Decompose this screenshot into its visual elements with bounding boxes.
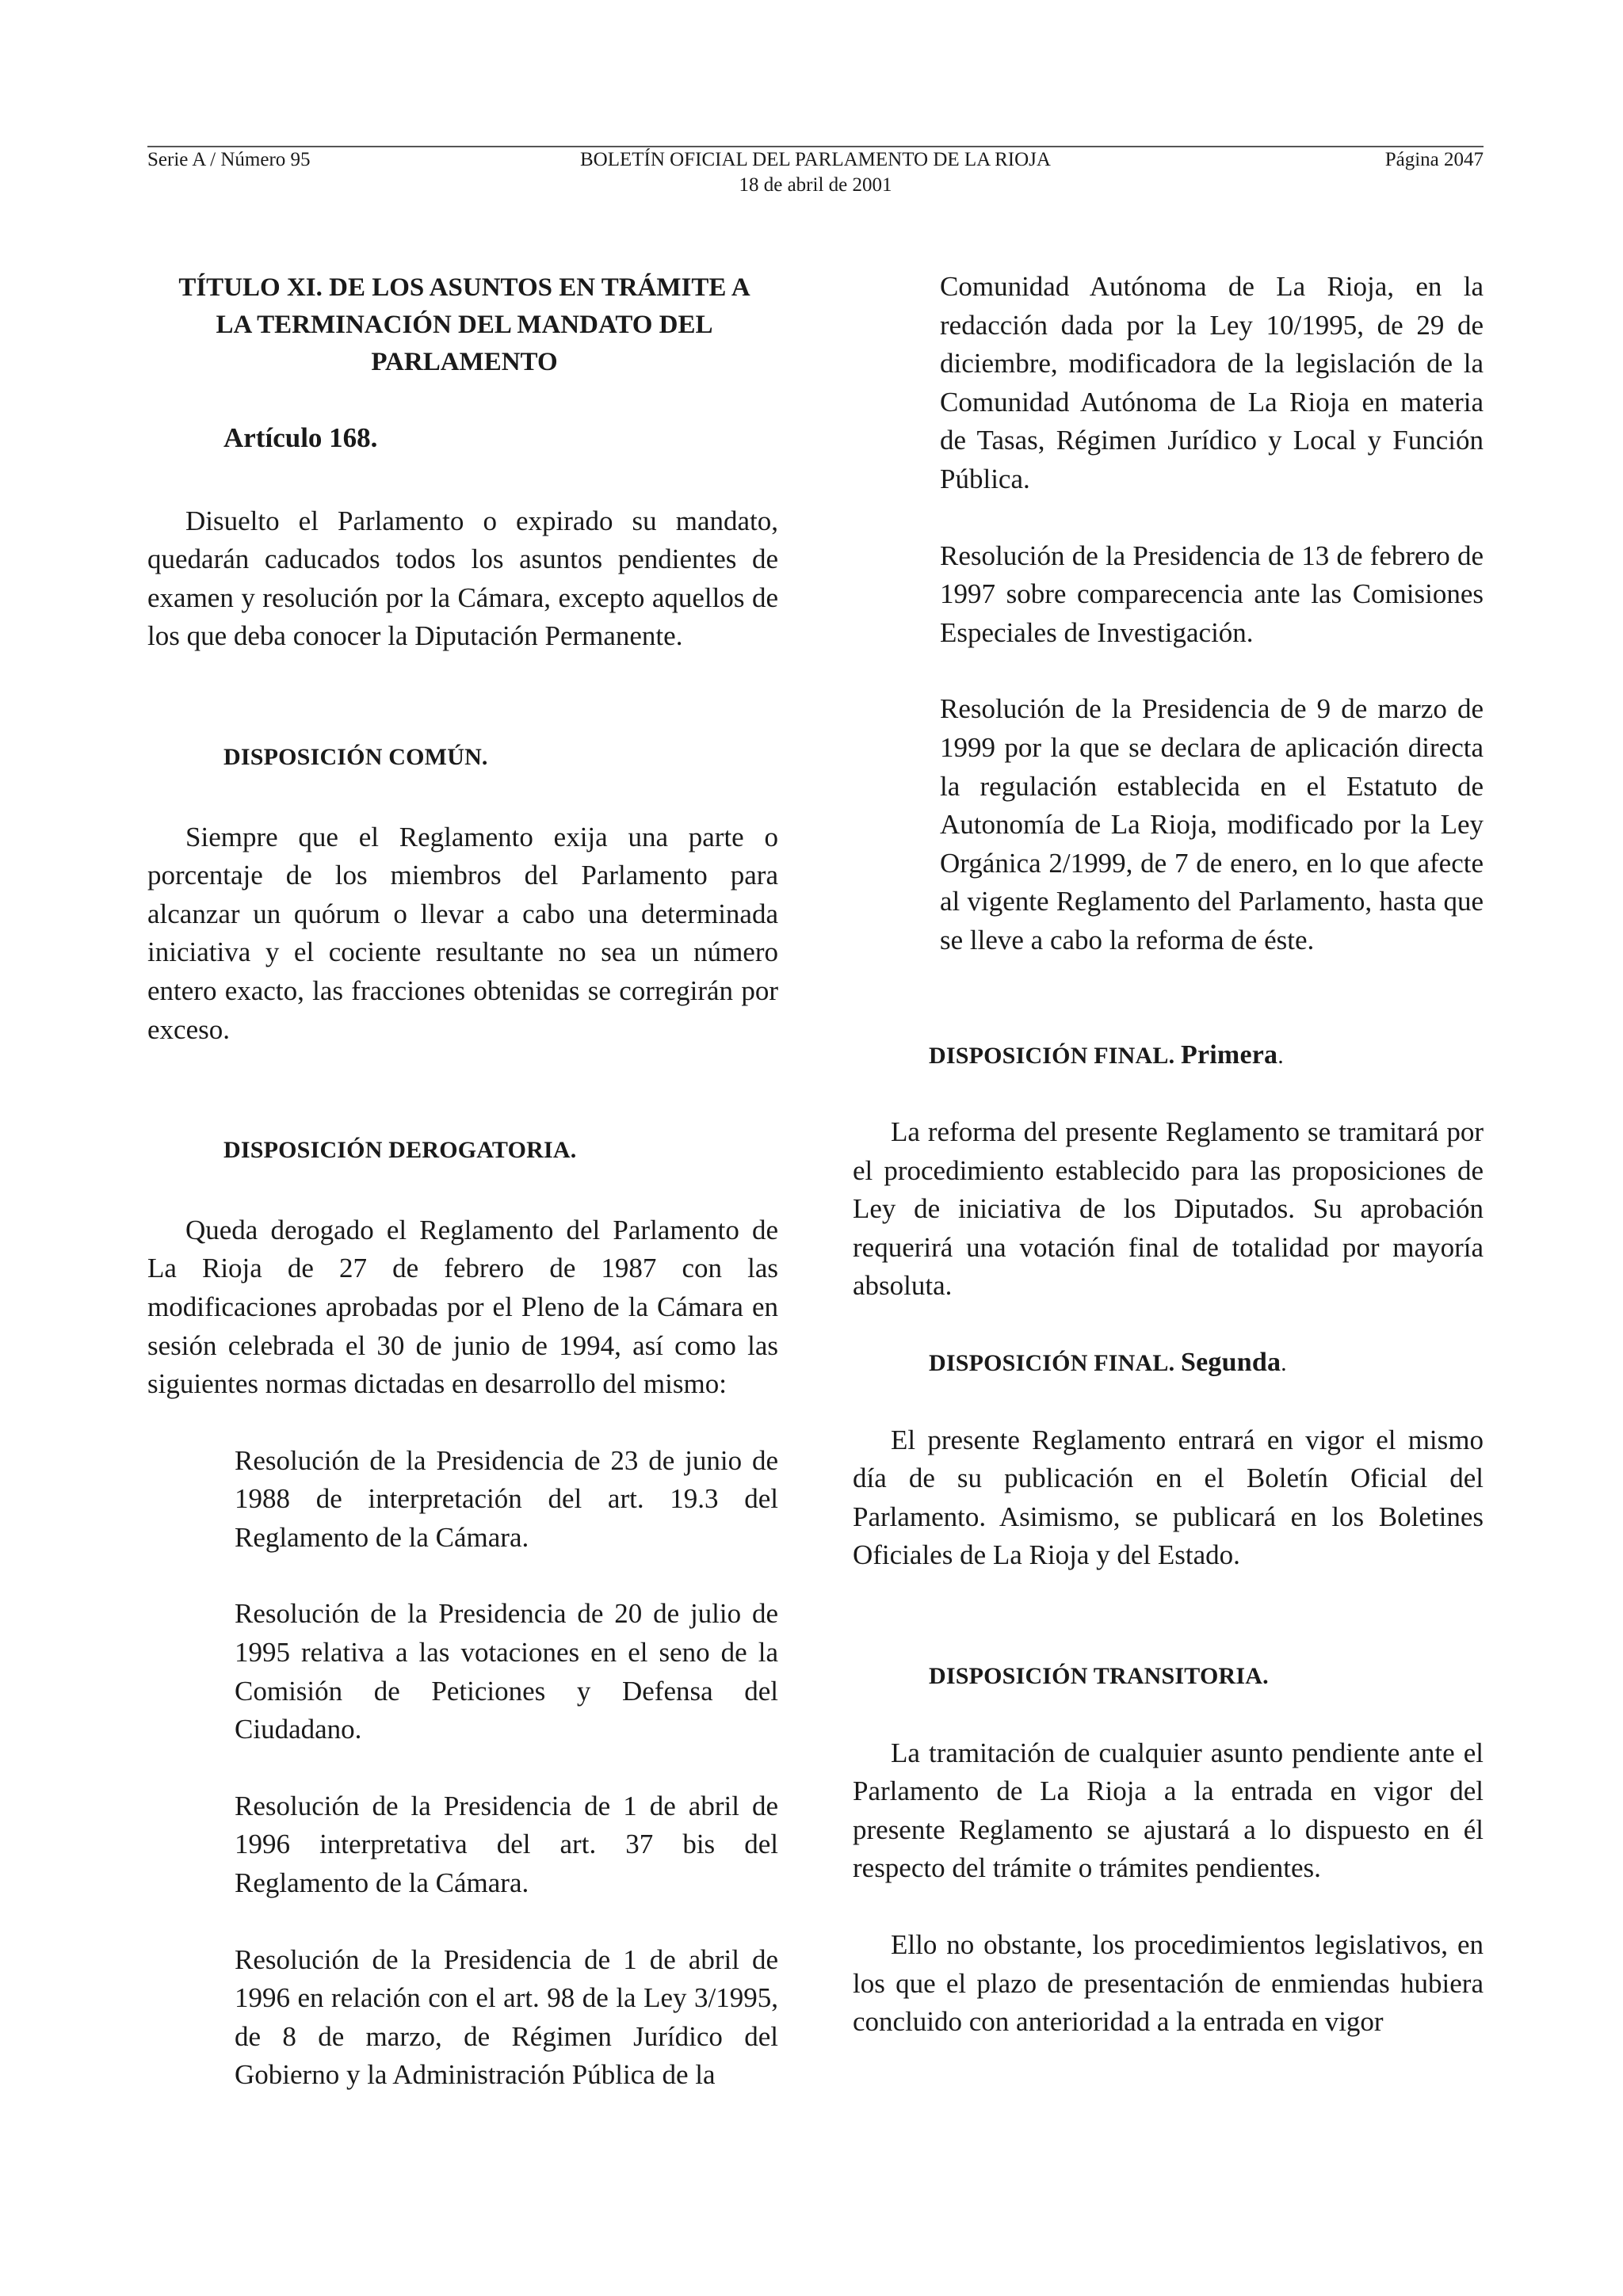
disposicion-transitoria-paragraph: La tramitación de cualquier asunto pendiente ante el Parlamento de La Rioja a la entrada en vigor del presente Reglamento se ajustará a lo dispuesto en él respecto del trámite o trámites pendientes. [853, 1737, 1484, 1884]
series-number: Serie A / Número 95 [147, 149, 311, 170]
bulletin-name: BOLETÍN OFICIAL DEL PARLAMENTO DE LA RIOJA [580, 149, 1051, 170]
page-header [147, 147, 1484, 203]
disposicion-comun-heading: DISPOSICIÓN COMÚN. [223, 743, 488, 770]
disposicion-transitoria-heading: DISPOSICIÓN TRANSITORIA. [929, 1663, 1269, 1690]
bulletin-date: 18 de abril de 2001 [739, 174, 892, 196]
final-heading-text: DISPOSICIÓN FINAL. [929, 1350, 1175, 1377]
page-number: Página 2047 [1384, 149, 1484, 170]
bulletin-title [147, 147, 1484, 198]
final-heading-text: DISPOSICIÓN FINAL. [929, 1042, 1175, 1069]
disposicion-derogatoria-heading: DISPOSICIÓN DEROGATORIA. [223, 1137, 577, 1164]
disposicion-comun-paragraph: Siempre que el Reglamento exija una parte o porcentaje de los miembros del Parlamento para alcanzar un quórum o llevar a cabo una determinada iniciativa y el cociente resultante no sea un número entero exacto, las fracciones obtenidas se corregirán por exceso. [147, 821, 778, 1045]
resolucion-continuation: Comunidad Autónoma de La Rioja, en la redacción dada por la Ley 10/1995, de 29 de diciembre, modificadora de la legislación de la Comunidad Autónoma de La Rioja en materia de Tasas, Régimen Jurídico y Local y Función Pública. [940, 271, 1484, 494]
disposicion-final-primera-paragraph: La reforma del presente Reglamento se tramitará por el procedimiento establecido para las proposiciones de Ley de iniciativa de los Diputados. Su aprobación requerirá una votación final de totalidad por mayoría absoluta. [853, 1116, 1484, 1302]
left-column [147, 269, 778, 2095]
disposicion-derogatoria-paragraph: Queda derogado el Reglamento del Parlamento de La Rioja de 27 de febrero de 1987 con las modificaciones aprobadas por el Pleno de la Cámara en sesión celebrada el 30 de junio de 1994, así como las siguientes normas dictadas en desarrollo del mismo: [147, 1214, 778, 1400]
article-heading: Artículo 168. [223, 422, 378, 453]
resolucion-item: Resolución de la Presidencia de 20 de julio de 1995 relativa a las votaciones en el seno de la Comisión de Peticiones y Defensa del Ciudadano. [235, 1598, 778, 1745]
final-label-segunda: Segunda [1181, 1348, 1281, 1378]
resolucion-item: Resolución de la Presidencia de 23 de junio de 1988 de interpretación del art. 19.3 del Reglamento de la Cámara. [235, 1444, 778, 1553]
title-heading: TÍTULO XI. DE LOS ASUNTOS EN TRÁMITE A LA TERMINACIÓN DEL MANDATO DEL PARLAMENTO [178, 273, 750, 376]
disposicion-final-segunda-paragraph: El presente Reglamento entrará en vigor el mismo día de su publicación en el Boletín Oficial del Parlamento. Asimismo, se publicará en los Boletines Oficiales de La Rioja y del Estado. [853, 1424, 1484, 1571]
final-label-primera: Primera [1181, 1039, 1278, 1070]
disposicion-final-primera-heading: DISPOSICIÓN FINAL. Primera. [929, 1039, 1284, 1070]
resolucion-item: Resolución de la Presidencia de 13 de febrero de 1997 sobre comparecencia ante las Comisiones Especiales de Investigación. [940, 540, 1484, 648]
article-paragraph: Disuelto el Parlamento o expirado su mandato, quedarán caducados todos los asuntos pendientes de examen y resolución por la Cámara, excepto aquellos de los que deba conocer la Diputación Permanente. [147, 505, 778, 652]
resolucion-item: Resolución de la Presidencia de 9 de marzo de 1999 por la que se declara de aplicación directa la regulación establecida en el Estatuto de Autonomía de La Rioja, modificado por la Ley Orgánica 2/1999, de 7 de enero, en lo que afecte al vigente Reglamento del Parlamento, hasta que se lleve a cabo la reforma de éste. [940, 693, 1484, 955]
disposicion-final-segunda-heading: DISPOSICIÓN FINAL. Segunda. [929, 1348, 1287, 1378]
right-column [853, 268, 1484, 2042]
resolucion-item: Resolución de la Presidencia de 1 de abril de 1996 en relación con el art. 98 de la Ley 3/1995, de 8 de marzo, de Régimen Jurídico del Gobierno y la Administración Pública de la [235, 1943, 778, 2091]
disposicion-transitoria-paragraph: Ello no obstante, los procedimientos legislativos, en los que el plazo de presentación de enmiendas hubiera concluido con anterioridad a la entrada en vigor [853, 1929, 1484, 2038]
resolucion-item: Resolución de la Presidencia de 1 de abril de 1996 interpretativa del art. 37 bis del Reglamento de la Cámara. [235, 1790, 778, 1899]
